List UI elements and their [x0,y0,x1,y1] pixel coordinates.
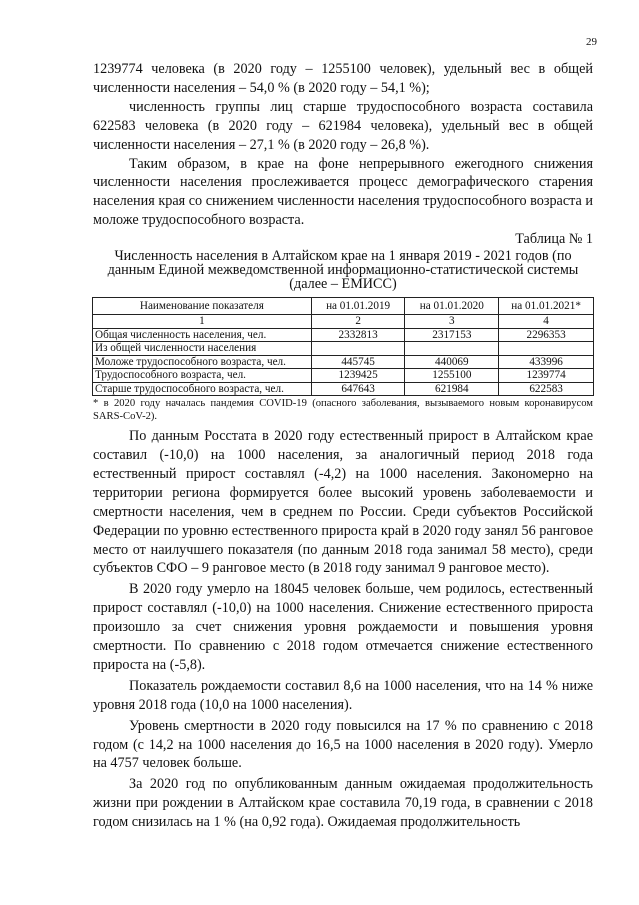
table-cell: 1239425 [311,369,405,383]
table-header-row [93,298,594,315]
table-cell: 621984 [405,382,499,396]
paragraph: По данным Росстата в 2020 году естественный прирост в Алтайском крае составил (-10,0) на 1000 населения, за аналогичный период 2018 года естественный прирост составлял (-4,2) на 1000 населения. Закономерно на территории региона формируется более высокий уровень заболеваемости и смертности населения, чем в среднем по России. Среди субъектов Российской Федерации по уровню естественного прироста край в 2020 году занял 56 ранговое место от наилучшего показателя (по данным 2018 года занимал 58 место), среди субъектов СФО – 9 ранговое место (в 2018 году занимал 9 ранговое место). [93,428,593,577]
table-row [93,342,594,356]
table-cell: 2 [311,315,405,329]
table-row-label: Из общей численности населения [93,342,312,356]
body-text [93,60,593,832]
table-index-row [93,315,594,329]
table-row [93,328,594,342]
table-cell: 440069 [405,355,499,369]
table-row [93,369,594,383]
table-cell [499,342,594,356]
table-row-label: Трудоспособного возраста, чел. [93,369,312,383]
table-header-cell: на 01.01.2020 [405,298,499,315]
table-number: Таблица № 1 [515,231,593,248]
table-cell: 3 [405,315,499,329]
table-cell: 445745 [311,355,405,369]
paragraph: численность группы лиц старше трудоспособного возраста составила 622583 человека (в 2020 году – 621984 человека), удельный вес в общей численности населения – 27,1 % (в 2020 году – 26,8 %). [93,98,593,153]
table-cell: 1 [93,315,312,329]
paragraph: 1239774 человека (в 2020 году – 1255100 человек), удельный вес в общей численности населения – 54,0 % (в 2020 году – 54,1 %); [93,61,593,96]
table-row [93,355,594,369]
table-cell: 4 [499,315,594,329]
paragraph: Показатель рождаемости составил 8,6 на 1000 населения, что на 14 % ниже уровня 2018 года (10,0 на 1000 населения). [93,677,593,713]
table-cell: 433996 [499,355,594,369]
paragraph: Уровень смертности в 2020 году повысился на 17 % по сравнению с 2018 годом (с 14,2 на 1000 населения до 16,5 на 1000 населения в 2020 году). Умерло на 4757 человек больше. [93,717,593,772]
population-table [92,297,594,396]
table-cell [405,342,499,356]
table-cell: 622583 [499,382,594,396]
table-cell: 1239774 [499,369,594,383]
table-cell: 2296353 [499,328,594,342]
table-row-label: Старше трудоспособного возраста, чел. [93,382,312,396]
table-row [93,382,594,396]
table-cell: 2317153 [405,328,499,342]
table-footnote: * в 2020 году началась пандемия COVID-19 (опасного заболевания, вызываемого новым коронавирусом SARS-CoV-2). [93,398,593,423]
table-header-cell: Наименование показателя [93,298,312,315]
table-cell: 647643 [311,382,405,396]
table-cell [311,342,405,356]
table-row-label: Моложе трудоспособного возраста, чел. [93,355,312,369]
table-cell: 2332813 [311,328,405,342]
table-header-cell: на 01.01.2019 [311,298,405,315]
paragraph: В 2020 году умерло на 18045 человек больше, чем родилось, естественный прирост составлял (-10,0) на 1000 населения. Снижение естественного прироста произошло за счет снижения уровня рождаемости и повышения уровня смертности. По сравнению с 2018 годом отмечается снижение естественного прироста на (-5,8). [93,581,593,673]
table-row-label: Общая численность населения, чел. [93,328,312,342]
table-cell: 1255100 [405,369,499,383]
table-title: Численность населения в Алтайском крае на 1 января 2019 - 2021 годов (по данным Единой межведомственной информационно-статистической системы (далее – ЕМИСС) [107,248,579,293]
paragraph: За 2020 год по опубликованным данным ожидаемая продолжительность жизни при рождении в Алтайском крае составила 70,19 года, в сравнении с 2018 годом снизилась на 1 % (на 0,92 года). Ожидаемая продолжительность [93,776,593,831]
table-header-cell: на 01.01.2021* [499,298,594,315]
paragraph: Таким образом, в крае на фоне непрерывного ежегодного снижения численности населения прослеживается процесс демографического старения населения края со снижением численности населения трудоспособного возраста и моложе трудоспособного возраста. [93,155,593,229]
page-number: 29 [586,36,597,48]
